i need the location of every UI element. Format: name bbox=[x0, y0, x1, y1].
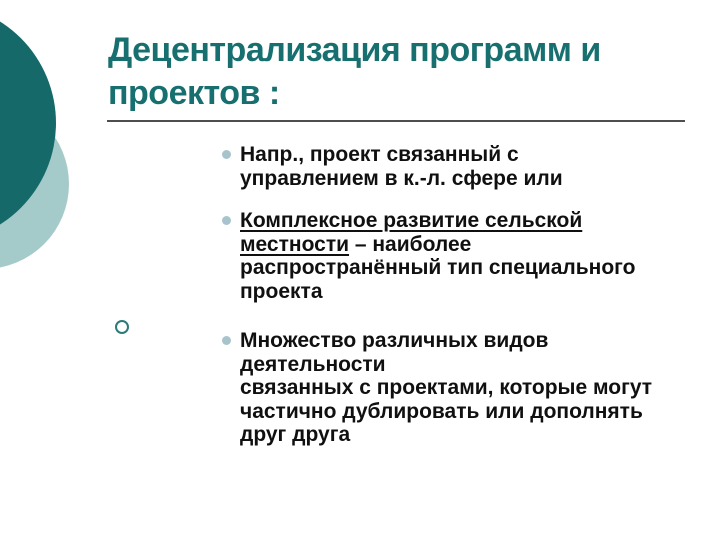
bullet-line: друг друга bbox=[240, 423, 351, 446]
bullet-line: управлением в к.-л. сфере или bbox=[240, 166, 563, 190]
bullet-line: Множество различных видов bbox=[240, 329, 549, 352]
slide-title-line-1: Децентрализация программ и bbox=[108, 31, 601, 69]
bullet-1-text bbox=[240, 143, 692, 190]
bullet-line: проекта bbox=[240, 279, 323, 303]
decorative-ring-icon bbox=[115, 320, 129, 334]
underlined-text: Комплексное развитие сельской bbox=[240, 209, 583, 232]
slide-title-line-2: проектов : bbox=[108, 74, 280, 112]
bullet-item-2 bbox=[222, 209, 692, 303]
bullet-line: связанных с проектами, которые могут bbox=[240, 376, 653, 399]
bullet-dot-icon bbox=[222, 150, 231, 159]
bullet-line bbox=[240, 209, 692, 233]
bullet-line: частично дублировать или дополнять bbox=[240, 399, 643, 423]
bullet-line: распространённый тип специального bbox=[240, 256, 636, 279]
plain-text: – наиболее bbox=[349, 232, 472, 256]
bullet-line bbox=[240, 233, 692, 257]
bullet-dot-icon bbox=[222, 216, 231, 225]
bullet-2-text bbox=[240, 209, 692, 303]
underlined-text: местности bbox=[240, 232, 350, 256]
bullet-dot-icon bbox=[222, 336, 231, 345]
bullet-line: Напр., проект связанный с bbox=[240, 143, 519, 166]
bullet-3-text bbox=[240, 329, 692, 447]
bullet-item-1 bbox=[222, 143, 692, 190]
bullet-item-3 bbox=[222, 329, 692, 447]
title-divider bbox=[107, 120, 685, 122]
slide-title bbox=[108, 29, 698, 115]
bullet-line: деятельности bbox=[240, 352, 386, 376]
